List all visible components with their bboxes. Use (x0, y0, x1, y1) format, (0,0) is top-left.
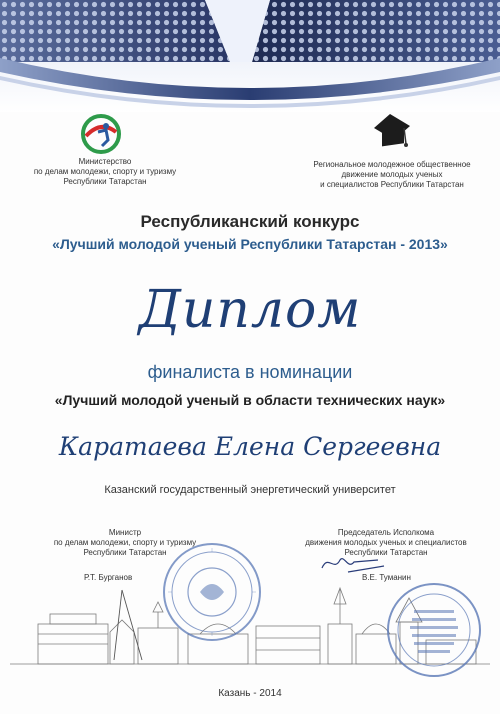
place-and-year: Казань - 2014 (218, 688, 282, 699)
ministry-logo-icon (76, 112, 126, 156)
nomination-title: «Лучший молодой ученый в области технических наук» (54, 392, 446, 408)
chairman-name: В.Е. Туманин (362, 573, 411, 582)
minister-signature-block: Министр по делам молодежи, спорту и туризму Республики Татарстан (53, 528, 197, 557)
university-name: Казанский государственный энергетический университет (104, 484, 396, 496)
movement-logo-icon (370, 108, 416, 154)
ministry-name: Министерство по делам молодежи, спорту и туризму Республики Татарстан (33, 157, 177, 186)
recipient-name: Каратаева Елена Сергеевна (58, 432, 442, 461)
finalist-line: финалиста в номинации (147, 362, 353, 382)
header-banner (0, 0, 500, 112)
diploma-heading: Диплом (138, 280, 362, 340)
ministry-stamp (160, 540, 264, 644)
chairman-signature-block: Председатель Исполкома движения молодых ученых и специалистов Республики Татарстан (305, 528, 467, 557)
handwritten-signature (318, 550, 388, 576)
building-banner-graphic (0, 0, 500, 112)
movement-name: Региональное молодежное общественное движение молодых ученых и специалистов Республики Татарстан (313, 160, 471, 189)
contest-name: «Лучший молодой ученый Республики Татарстан - 2013» (52, 236, 448, 252)
contest-title: Республиканский конкурс (140, 212, 360, 231)
minister-name: Р.Т. Бурганов (84, 573, 133, 582)
movement-stamp (384, 580, 484, 680)
